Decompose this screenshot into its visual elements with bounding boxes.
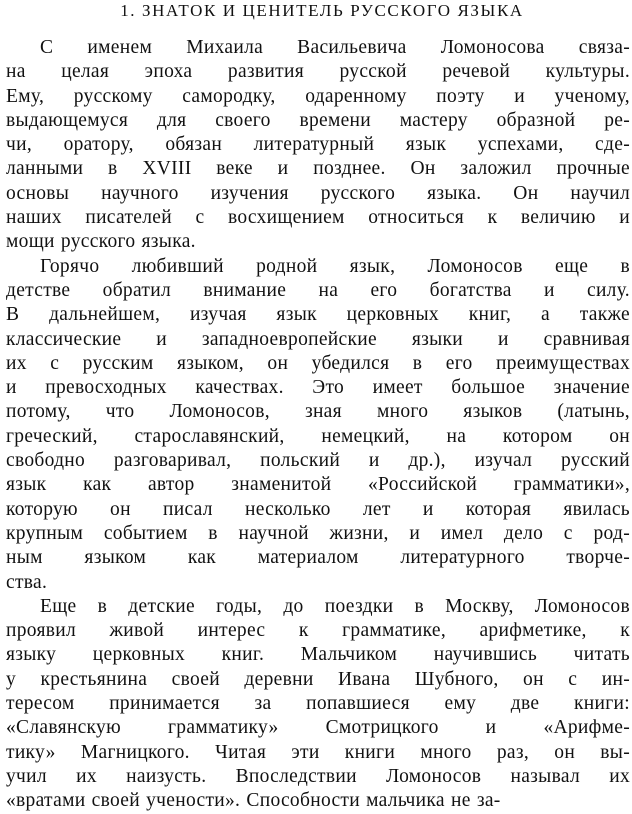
text-line: детстве обратил внимание на его богатства и силу. <box>6 279 630 301</box>
paragraph <box>6 595 630 814</box>
text-line: языку церковных книг. Мальчиком научившись читать <box>6 644 630 666</box>
text-line: «вратами своей учености». Способности мальчика не за- <box>6 790 501 812</box>
paragraph <box>6 255 630 595</box>
text-line: ства. <box>6 571 48 593</box>
text-line: крупным событием в научной жизни, и имел дело с род- <box>6 522 630 544</box>
text-line: наших писателей с восхищением относиться к величию и <box>6 207 630 229</box>
text-line: тику» Магницкого. Читая эти книги много раз, он вы- <box>6 741 630 763</box>
text-line: их с русским языком, он убедился в его преимуществах <box>6 352 630 374</box>
section-heading: 1. ЗНАТОК И ЦЕНИТЕЛЬ РУССКОГО ЯЗЫКА <box>120 1 524 20</box>
text-line: учил их наизусть. Впоследствии Ломоносов называл их <box>6 765 630 787</box>
text-line: Горячо любивший родной язык, Ломоносов еще в <box>40 255 630 277</box>
text-line: ным языком как материалом литературного творче- <box>6 547 630 569</box>
text-line: потому, что Ломоносов, зная много языков (латынь, <box>6 401 630 423</box>
text-line: выдающемуся для своего времени мастеру образной ре- <box>6 109 630 131</box>
text-line: С именем Михаила Васильевича Ломоносова связа- <box>40 37 630 58</box>
text-line: Ему, русскому самородку, одаренному поэту и ученому, <box>6 85 630 107</box>
text-line: чи, оратору, обязан литературный язык успехами, сде- <box>6 134 630 156</box>
text-line: мощи русского языка. <box>6 231 196 253</box>
text-line: на целая эпоха развития русской речевой культуры. <box>6 61 630 83</box>
text-line: «Славянскую грамматику» Смотрицкого и «Арифме- <box>6 717 630 739</box>
text-line: и превосходных качествах. Это имеет большое значение <box>6 377 630 399</box>
text-line: Еще в детские годы, до поездки в Москву, Ломоносов <box>40 595 630 617</box>
text-line: проявил живой интерес к грамматике, арифметике, к <box>6 620 630 642</box>
text-line: тересом принимается за попавшиеся ему две книги: <box>6 693 630 715</box>
text-line: классические и западноевропейские языки и сравнивая <box>6 328 630 350</box>
body-text <box>6 36 630 814</box>
text-line: которую он писал несколько лет и которая явилась <box>6 498 630 520</box>
text-line: греческий, старославянский, немецкий, на котором он <box>6 425 630 447</box>
text-line: В дальнейшем, изучая язык церковных книг, а также <box>6 304 630 326</box>
text-line: свободно разговаривал, польский и др.), изучал русский <box>6 450 630 472</box>
text-line: язык как автор знаменитой «Российской грамматики», <box>6 474 630 496</box>
paragraph <box>6 36 630 255</box>
text-line: основы научного изучения русского языка. Он научил <box>6 182 630 204</box>
text-line: ланными в XVIII веке и позднее. Он заложил прочные <box>6 158 630 180</box>
document-page <box>6 0 630 814</box>
text-line: у крестьянина своей деревни Ивана Шубного, он с ин- <box>6 668 630 690</box>
